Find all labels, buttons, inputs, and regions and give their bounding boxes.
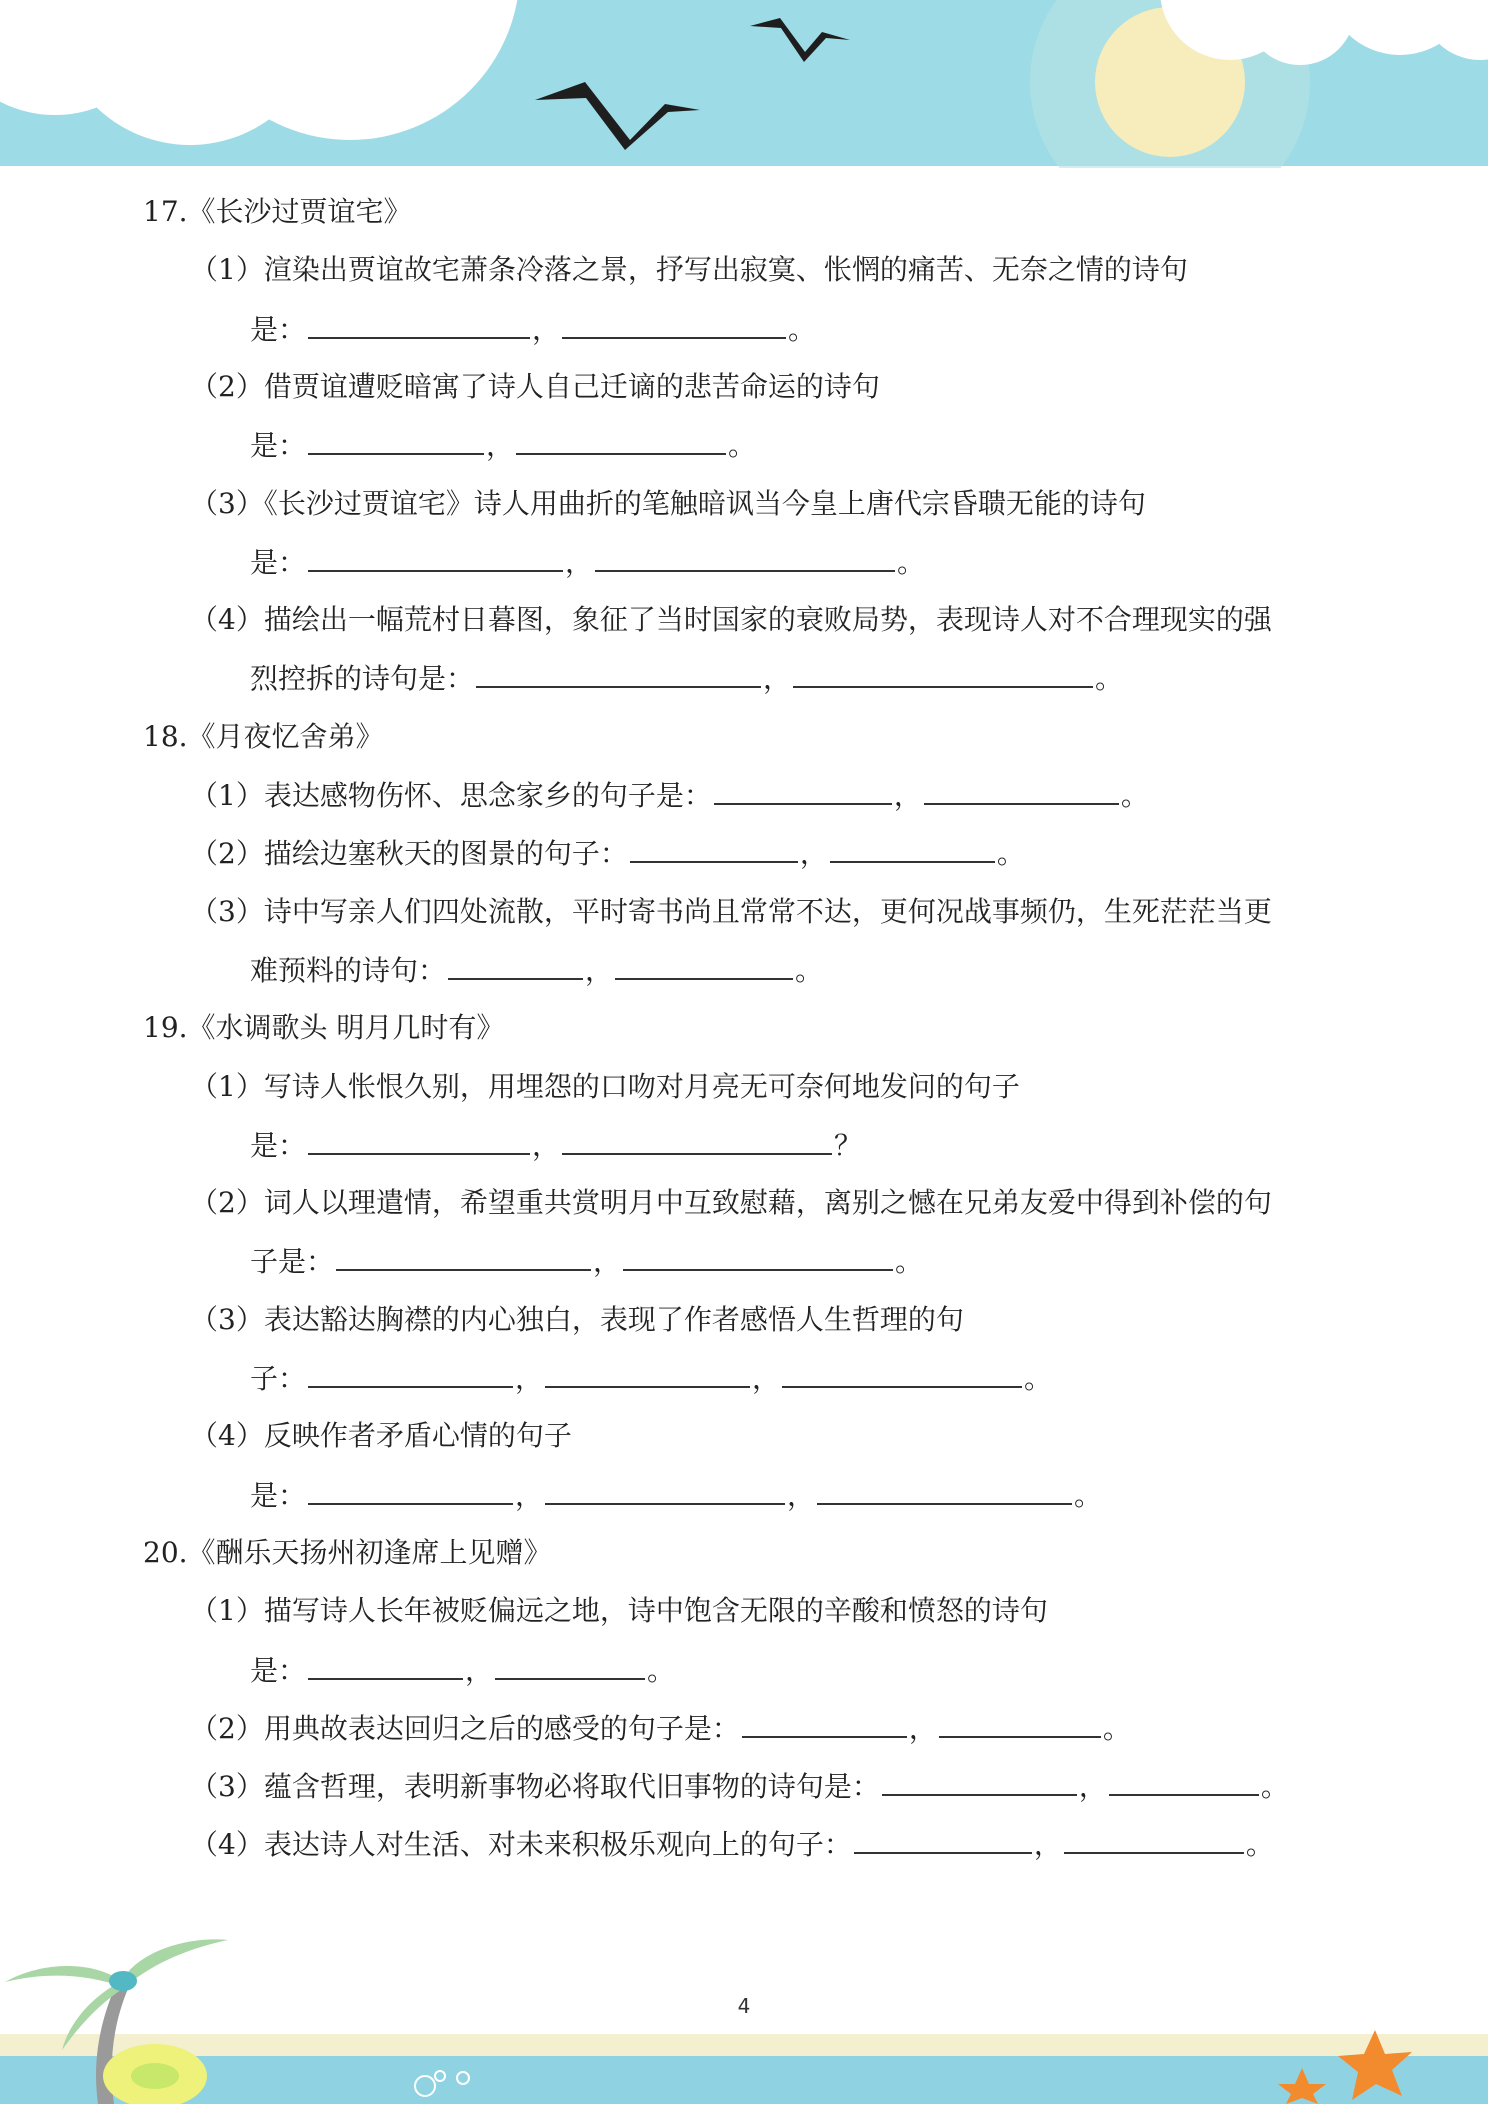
answer-blank[interactable] <box>630 833 798 863</box>
separator-comma: ， <box>908 1711 937 1745</box>
answer-blank[interactable] <box>830 833 995 863</box>
end-punctuation: 。 <box>728 429 757 463</box>
question-item <box>190 775 1149 815</box>
section-title-text: 20.《酬乐天扬州初逢席上见赠》 <box>143 1535 552 1569</box>
continuation-text: 烈控拆的诗句是： <box>250 662 475 696</box>
continuation-text: 子： <box>250 1362 307 1395</box>
answer-blank[interactable] <box>562 309 786 339</box>
question-item <box>190 1416 572 1456</box>
question-item <box>190 484 1146 524</box>
page-number: 4 <box>737 1994 751 2018</box>
question-text: （3）《长沙过贾谊宅》诗人用曲折的笔触暗讽当今皇上唐代宗昏聩无能的诗句 <box>190 486 1146 520</box>
answer-blank[interactable] <box>495 1650 645 1680</box>
question-continuation <box>250 309 816 349</box>
question-item <box>190 892 1272 932</box>
question-item <box>190 367 880 407</box>
end-punctuation: 。 <box>1074 1478 1103 1512</box>
sand-strip <box>0 2034 1488 2056</box>
answer-blank[interactable] <box>939 1708 1101 1738</box>
continuation-text: 是： <box>250 545 307 579</box>
question-item <box>190 1591 1048 1631</box>
end-punctuation: 。 <box>1245 1828 1274 1862</box>
continuation-text: 是： <box>250 1128 307 1162</box>
question-text: （1）描写诗人长年被贬偏远之地，诗中饱含无限的辛酸和愤怒的诗句 <box>190 1594 1048 1628</box>
answer-blank[interactable] <box>623 1241 893 1271</box>
continuation-text: 子是： <box>250 1245 335 1279</box>
separator-comma: ， <box>763 662 792 696</box>
answer-blank[interactable] <box>924 775 1119 805</box>
question-continuation <box>250 1475 1102 1515</box>
separator-comma: ， <box>532 312 561 346</box>
end-punctuation: 。 <box>1095 662 1124 696</box>
continuation-text: 是： <box>250 312 307 346</box>
end-punctuation: 。 <box>895 1245 924 1279</box>
end-punctuation: 。 <box>897 545 926 579</box>
separator-comma: ， <box>532 1128 561 1162</box>
answer-blank[interactable] <box>308 309 530 339</box>
end-punctuation: 。 <box>1120 779 1149 812</box>
header-sky-decoration <box>0 0 1488 168</box>
question-text: （1）渲染出贾谊故宅萧条冷落之景，抒写出寂寞、怅惘的痛苦、无奈之情的诗句 <box>190 253 1188 287</box>
question-item <box>190 600 1272 640</box>
end-punctuation: ？ <box>834 1128 863 1162</box>
continuation-text: 是： <box>250 429 307 463</box>
end-punctuation: 。 <box>1260 1770 1289 1804</box>
answer-blank[interactable] <box>476 658 761 688</box>
end-punctuation: 。 <box>1024 1362 1053 1395</box>
sea-strip <box>0 2056 1488 2104</box>
answer-blank[interactable] <box>854 1824 1032 1854</box>
question-continuation <box>250 1650 675 1690</box>
end-punctuation: 。 <box>996 837 1025 871</box>
question-continuation <box>250 542 925 582</box>
question-item <box>190 1183 1272 1223</box>
question-text: （3）诗中写亲人们四处流散，平时寄书尚且常常不达，更何况战事频仍，生死茫茫当更 <box>190 894 1272 928</box>
separator-comma: ， <box>1078 1770 1107 1804</box>
answer-blank[interactable] <box>1064 1824 1244 1854</box>
end-punctuation: 。 <box>647 1653 676 1687</box>
answer-blank[interactable] <box>595 542 895 572</box>
continuation-text: 是： <box>250 1478 307 1512</box>
separator-comma: ， <box>1033 1828 1062 1862</box>
answer-blank[interactable] <box>308 1475 513 1505</box>
answer-blank[interactable] <box>516 425 726 455</box>
section-title <box>143 192 412 232</box>
question-continuation <box>250 658 1123 698</box>
section-title-text: 17.《长沙过贾谊宅》 <box>143 195 412 228</box>
answer-blank[interactable] <box>1109 1766 1259 1796</box>
question-text: （2）描绘边塞秋天的图景的句子： <box>190 837 628 871</box>
question-text: （4）表达诗人对生活、对未来积极乐观向上的句子： <box>190 1828 852 1862</box>
section-title-text: 18.《月夜忆舍弟》 <box>143 719 384 753</box>
separator-comma: ， <box>515 1362 544 1395</box>
question-text: （1）表达感物伤怀、思念家乡的句子是： <box>190 779 712 812</box>
separator-comma: ， <box>752 1362 781 1395</box>
answer-blank[interactable] <box>448 950 583 980</box>
answer-blank[interactable] <box>615 950 793 980</box>
separator-comma: ， <box>593 1245 622 1279</box>
section-title <box>143 1533 552 1573</box>
separator-comma: ， <box>585 953 614 987</box>
question-item <box>190 833 1025 873</box>
section-title <box>143 1008 504 1048</box>
question-text: （3）蕴含哲理，表明新事物必将取代旧事物的诗句是： <box>190 1770 880 1804</box>
end-punctuation: 。 <box>788 312 817 346</box>
footer-beach-decoration <box>0 1900 1488 2104</box>
answer-blank[interactable] <box>742 1708 907 1738</box>
question-item <box>190 1824 1274 1864</box>
question-text: （1）写诗人怅恨久别，用埋怨的口吻对月亮无可奈何地发问的句子 <box>190 1069 1020 1103</box>
section-title-text: 19.《水调歌头 明月几时有》 <box>143 1011 505 1045</box>
separator-comma: ， <box>799 837 828 871</box>
question-item <box>190 250 1188 290</box>
answer-blank[interactable] <box>545 1475 785 1505</box>
question-continuation <box>250 950 823 990</box>
answer-blank[interactable] <box>308 1125 530 1155</box>
question-text: （2）借贾谊遭贬暗寓了诗人自己迁谪的悲苦命运的诗句 <box>190 369 880 403</box>
answer-blank[interactable] <box>562 1125 832 1155</box>
answer-blank[interactable] <box>308 425 484 455</box>
question-text: （3）表达豁达胸襟的内心独白，表现了作者感悟人生哲理的句 <box>190 1302 964 1336</box>
question-text: （4）描绘出一幅荒村日暮图，象征了当时国家的衰败局势，表现诗人对不合理现实的强 <box>190 603 1272 637</box>
question-item <box>190 1300 964 1340</box>
answer-blank[interactable] <box>793 658 1093 688</box>
question-item <box>190 1766 1289 1806</box>
question-continuation <box>250 1358 1052 1398</box>
separator-comma: ， <box>565 545 594 579</box>
separator-comma: ， <box>787 1478 816 1512</box>
answer-blank[interactable] <box>882 1766 1077 1796</box>
answer-blank[interactable] <box>817 1475 1072 1505</box>
question-continuation <box>250 1125 862 1165</box>
question-item <box>190 1067 1020 1107</box>
end-punctuation: 。 <box>1102 1711 1131 1745</box>
answer-blank[interactable] <box>545 1358 750 1388</box>
continuation-text: 是： <box>250 1653 307 1687</box>
separator-comma: ， <box>486 429 515 463</box>
separator-comma: ， <box>893 779 922 812</box>
end-punctuation: 。 <box>795 953 824 987</box>
answer-blank[interactable] <box>714 775 892 805</box>
answer-blank[interactable] <box>308 1650 463 1680</box>
question-continuation <box>250 1241 923 1281</box>
question-text: （2）用典故表达回归之后的感受的句子是： <box>190 1711 740 1745</box>
answer-blank[interactable] <box>308 542 563 572</box>
question-continuation <box>250 425 756 465</box>
separator-comma: ， <box>515 1478 544 1512</box>
question-text: （2）词人以理遣情，希望重共赏明月中互致慰藉，离别之憾在兄弟友爱中得到补偿的句 <box>190 1186 1272 1220</box>
question-text: （4）反映作者矛盾心情的句子 <box>190 1419 572 1453</box>
answer-blank[interactable] <box>782 1358 1022 1388</box>
answer-blank[interactable] <box>308 1358 513 1388</box>
answer-blank[interactable] <box>336 1241 591 1271</box>
question-item <box>190 1708 1131 1748</box>
continuation-text: 难预料的诗句： <box>250 953 447 987</box>
section-title <box>143 717 384 757</box>
separator-comma: ， <box>465 1653 494 1687</box>
coconut-icon <box>109 1971 137 1991</box>
